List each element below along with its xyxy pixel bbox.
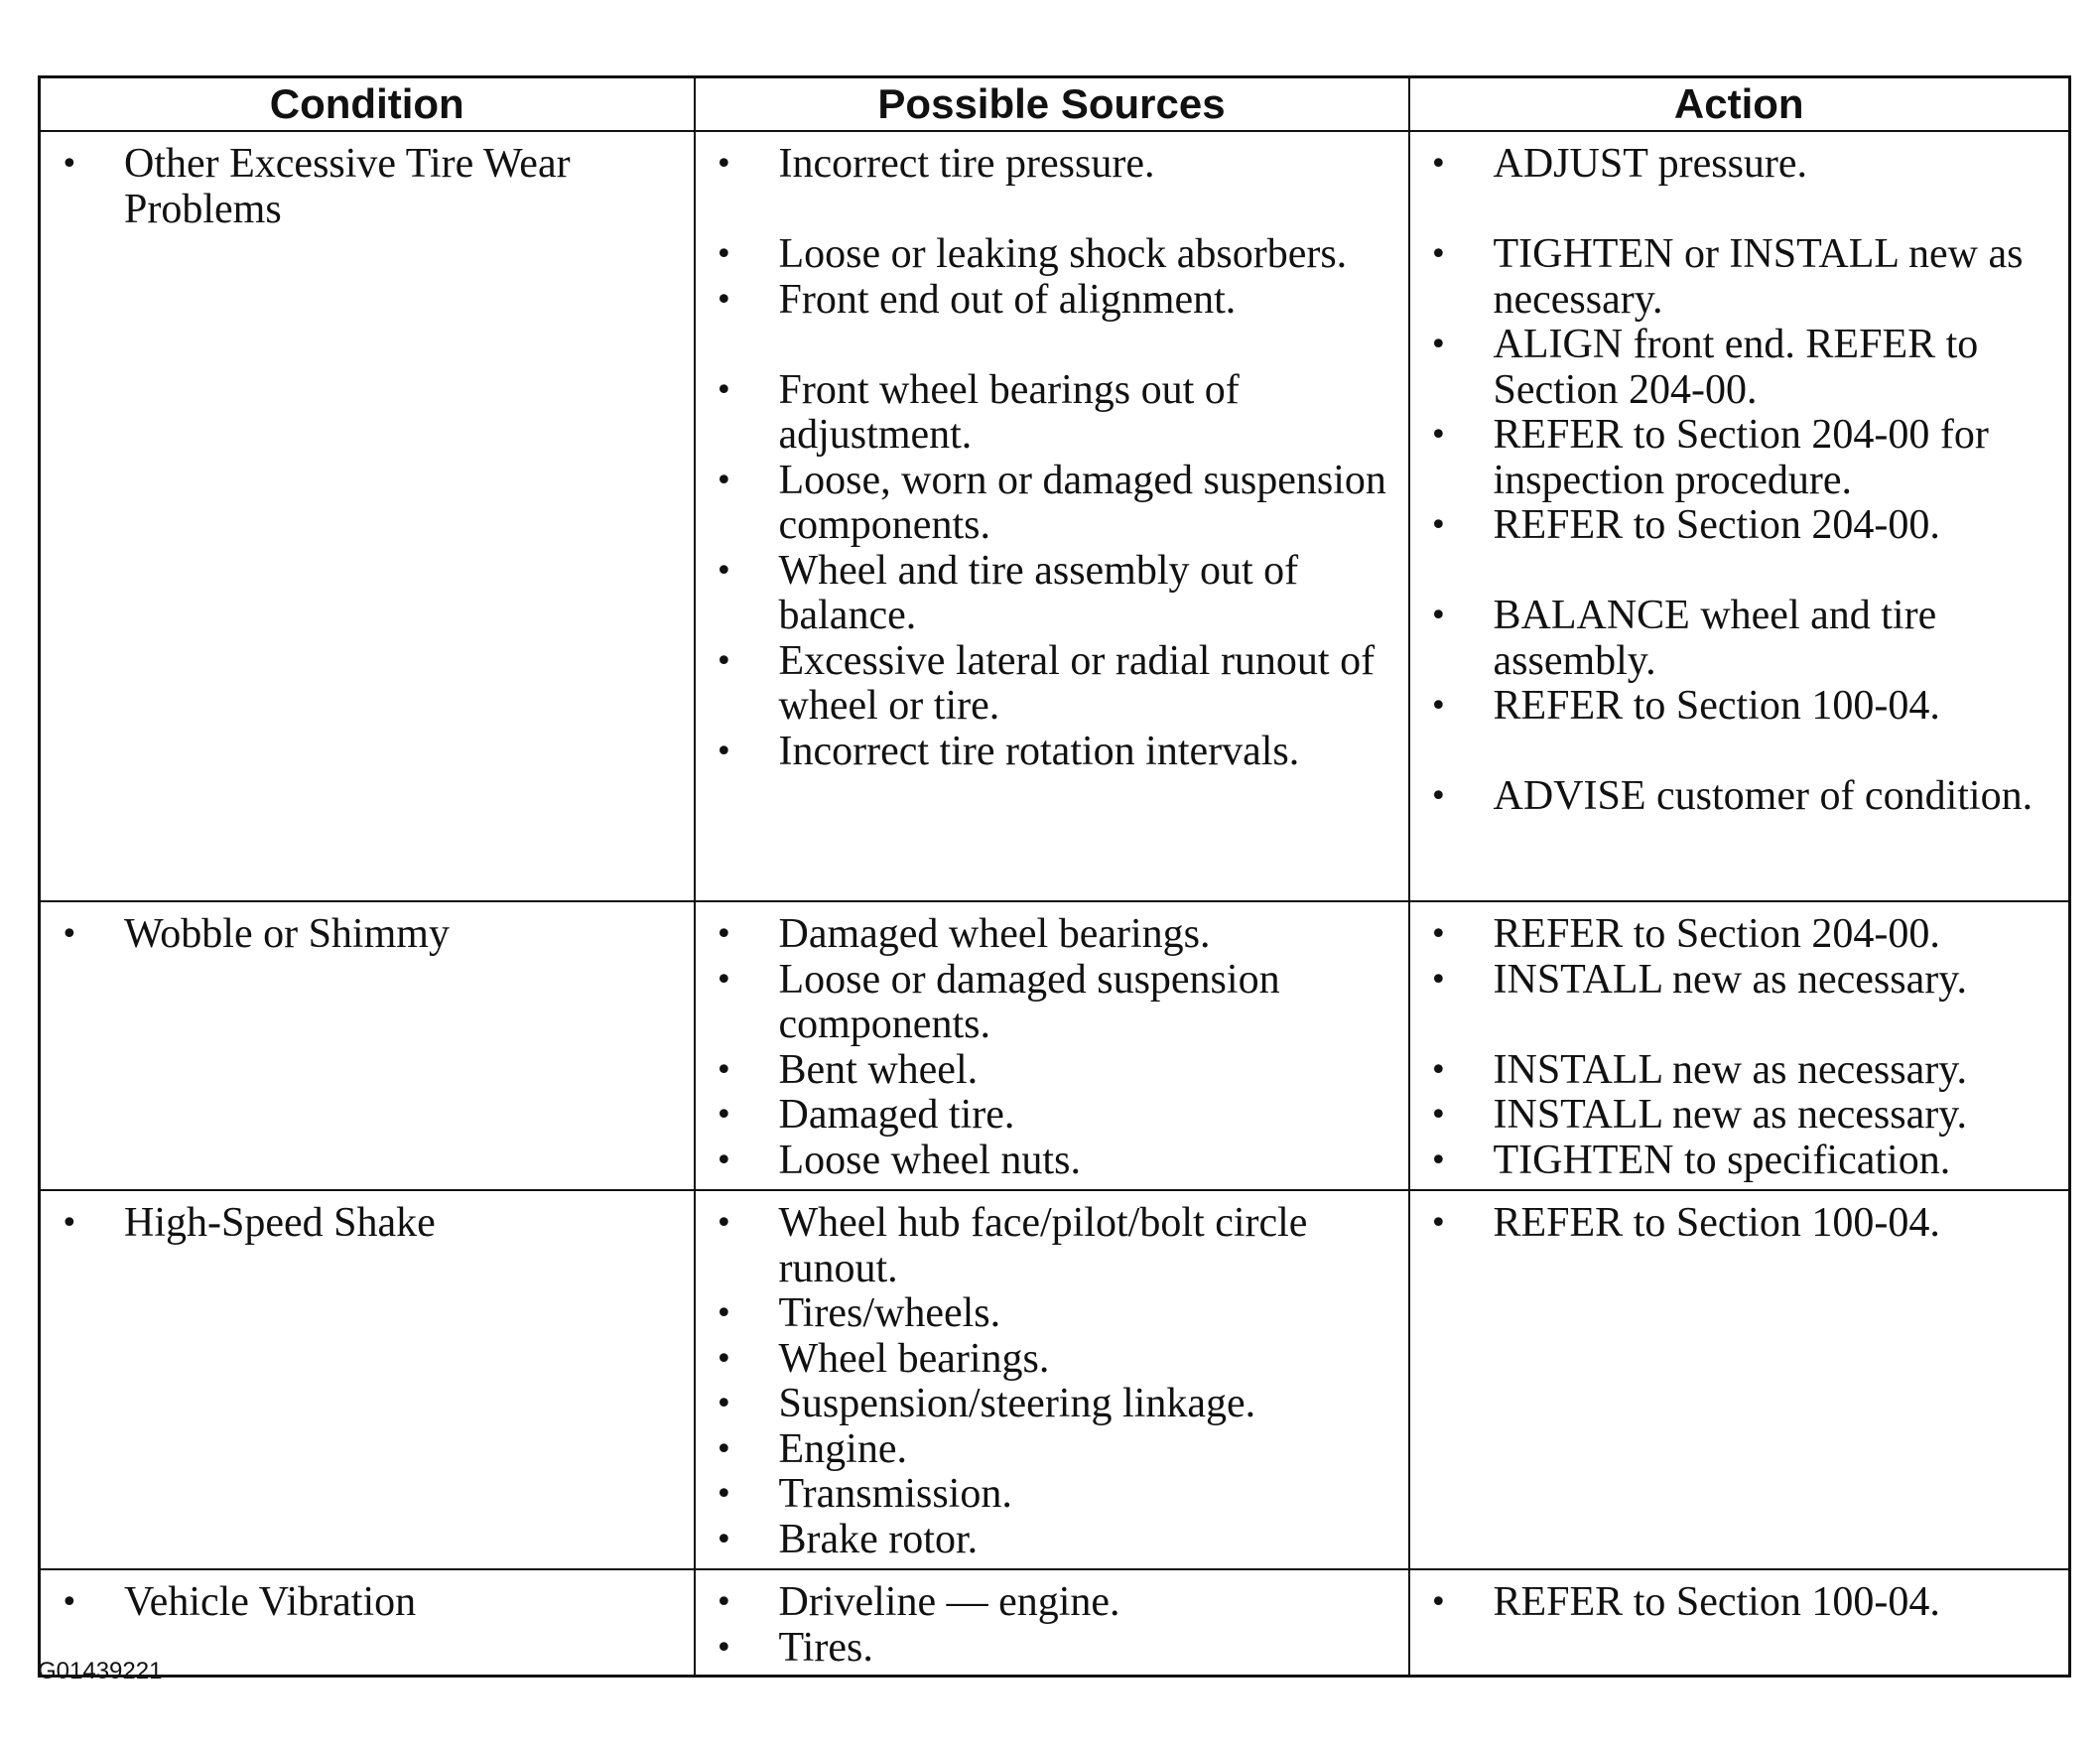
bullet-icon: •	[1429, 1206, 1448, 1241]
source-item: • Tires.	[715, 1624, 873, 1671]
bullet-icon: •	[715, 1477, 733, 1512]
action-item: • TIGHTEN or INSTALL new as necessary.	[1429, 231, 2024, 323]
table-row	[40, 131, 2070, 901]
sources-cell	[695, 1190, 1409, 1569]
bullet-icon: •	[715, 734, 733, 769]
bullet-icon: •	[715, 1585, 733, 1620]
source-item: • Wheel bearings.	[715, 1335, 1050, 1382]
source-item: • Excessive lateral or radial runout of wheel or tire.	[715, 637, 1376, 729]
bullet-icon: •	[715, 237, 733, 272]
source-item: • Loose or leaking shock absorbers.	[715, 231, 1348, 277]
bullet-icon: •	[715, 1387, 733, 1421]
condition-cell	[40, 131, 695, 901]
table-row	[40, 901, 2070, 1190]
source-item: • Brake rotor.	[715, 1516, 979, 1562]
condition-item: • Vehicle Vibration	[61, 1579, 417, 1625]
bullet-icon: •	[715, 1522, 733, 1557]
action-item: • ALIGN front end. REFER to Section 204-00.	[1429, 322, 1979, 413]
condition-cell	[40, 901, 695, 1190]
action-item: • REFER to Section 100-04.	[1429, 683, 1940, 729]
action-cell	[1409, 131, 2070, 901]
action-cell	[1409, 1190, 2070, 1569]
table-row	[40, 1190, 2070, 1569]
bullet-icon: •	[715, 1296, 733, 1331]
source-item: • Engine.	[715, 1425, 907, 1472]
bullet-icon: •	[61, 917, 78, 952]
condition-item: • High-Speed Shake	[61, 1200, 436, 1246]
source-item: • Suspension/steering linkage.	[715, 1381, 1256, 1426]
source-item: • Loose or damaged suspension components.	[715, 956, 1280, 1047]
bullet-icon: •	[715, 1143, 733, 1178]
figure-id: G01439221	[38, 1658, 163, 1684]
bullet-icon: •	[715, 1341, 733, 1377]
sources-cell	[695, 1569, 1409, 1677]
bullet-icon: •	[715, 372, 733, 408]
bullet-icon: •	[1429, 962, 1448, 998]
bullet-icon: •	[715, 463, 733, 498]
action-item: • REFER to Section 100-04.	[1429, 1200, 1940, 1246]
bullet-icon: •	[1429, 689, 1448, 724]
bullet-icon: •	[715, 553, 733, 589]
source-item: • Transmission.	[715, 1471, 1012, 1517]
source-item: • Incorrect tire pressure.	[715, 141, 1155, 187]
bullet-icon: •	[1429, 1098, 1448, 1133]
action-item: • REFER to Section 204-00 for inspection procedure.	[1429, 412, 1989, 503]
bullet-icon: •	[715, 1206, 733, 1241]
source-item: • Tires/wheels.	[715, 1290, 1001, 1336]
source-item: • Damaged wheel bearings.	[715, 911, 1211, 957]
condition-item: • Wobble or Shimmy	[61, 911, 450, 957]
action-item: • BALANCE wheel and tire assembly.	[1429, 593, 1937, 684]
sources-cell	[695, 901, 1409, 1190]
bullet-icon: •	[715, 1052, 733, 1088]
condition-item: • Other Excessive Tire Wear Problems	[61, 141, 571, 232]
bullet-icon: •	[1429, 599, 1448, 633]
bullet-icon: •	[715, 1098, 733, 1133]
header-row	[40, 77, 2070, 132]
bullet-icon: •	[61, 147, 78, 182]
source-item: • Loose wheel nuts.	[715, 1137, 1081, 1183]
bullet-icon: •	[1429, 237, 1448, 272]
source-item: • Wheel and tire assembly out of balance.	[715, 547, 1299, 638]
source-item: • Damaged tire.	[715, 1092, 1015, 1138]
bullet-icon: •	[715, 643, 733, 679]
action-item: • INSTALL new as necessary.	[1429, 1046, 1968, 1093]
bullet-icon: •	[715, 147, 733, 182]
source-item: • Driveline — engine.	[715, 1579, 1120, 1625]
action-cell	[1409, 1569, 2070, 1677]
bullet-icon: •	[1429, 1052, 1448, 1088]
bullet-icon: •	[61, 1206, 78, 1241]
bullet-icon: •	[61, 1585, 78, 1620]
action-item: • REFER to Section 204-00.	[1429, 911, 1940, 957]
table-row	[40, 1569, 2070, 1677]
condition-cell	[40, 1190, 695, 1569]
diagnosis-table	[38, 75, 2071, 1678]
action-item: • REFER to Section 100-04.	[1429, 1579, 1940, 1625]
source-item: • Front wheel bearings out of adjustment.	[715, 366, 1240, 458]
source-item: • Loose, worn or damaged suspension components.	[715, 457, 1386, 548]
action-item: • ADJUST pressure.	[1429, 141, 1808, 187]
bullet-icon: •	[715, 282, 733, 318]
action-item: • INSTALL new as necessary.	[1429, 956, 1968, 1003]
bullet-icon: •	[1429, 779, 1448, 814]
header-action: Action	[1409, 77, 2070, 132]
action-item: • ADVISE customer of condition.	[1429, 773, 2034, 819]
header-possible-sources: Possible Sources	[695, 77, 1409, 132]
action-item: • TIGHTEN to specification.	[1429, 1137, 1951, 1183]
action-item: • INSTALL new as necessary.	[1429, 1092, 1968, 1138]
header-condition: Condition	[40, 77, 695, 132]
source-item: • Front end out of alignment.	[715, 276, 1237, 323]
source-item: • Incorrect tire rotation intervals.	[715, 728, 1300, 774]
source-item: • Bent wheel.	[715, 1046, 979, 1093]
sources-cell	[695, 131, 1409, 901]
bullet-icon: •	[715, 962, 733, 998]
bullet-icon: •	[1429, 418, 1448, 453]
bullet-icon: •	[1429, 328, 1448, 362]
bullet-icon: •	[1429, 1585, 1448, 1620]
bullet-icon: •	[1429, 508, 1448, 543]
bullet-icon: •	[1429, 917, 1448, 952]
action-item: • REFER to Section 204-00.	[1429, 502, 1940, 548]
action-cell	[1409, 901, 2070, 1190]
bullet-icon: •	[715, 1630, 733, 1666]
bullet-icon: •	[715, 917, 733, 952]
bullet-icon: •	[1429, 147, 1448, 182]
bullet-icon: •	[1429, 1143, 1448, 1178]
source-item: • Wheel hub face/pilot/bolt circle runout.	[715, 1200, 1308, 1291]
bullet-icon: •	[715, 1431, 733, 1467]
